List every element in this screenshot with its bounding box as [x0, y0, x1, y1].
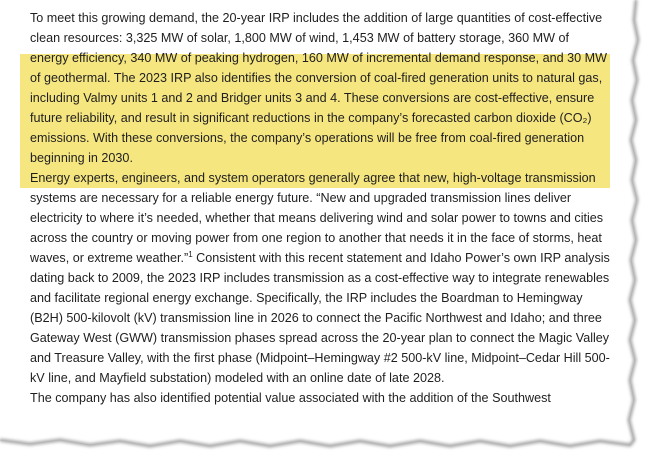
- paragraph-1-text: To meet this growing demand, the 20-year IRP includes the addition of large quantities of cost-effective clean resources: 3,325 MW of solar, 1,800 MW of wind, 1,453 MW of battery storage, 360 MW of energy efficiency, 340 MW of peaking hydrogen, 160 MW of incremental: [30, 11, 603, 65]
- paragraph-1-container: [30, 8, 610, 168]
- paragraph-3-text: The company has also identified potential value associated with the addition of the Southwest: [30, 391, 551, 405]
- paragraph-1-highlighted-text: demand response, and 30 MW of geothermal. The 2023 IRP also identifies the conversion of coal-fired generation units to natural gas, including Valmy units 1 and 2 and Bridger units 3 and 4. These conversions are cost-effective, ensure future reliability, and result in significant reductions in the company’s forecasted carbon dioxide (CO₂) emissions. With these conversions, the company’s operations will be free from coal-fired generation beginning in 2030.: [30, 51, 608, 165]
- document-body: [30, 8, 610, 408]
- paragraph-3: [30, 388, 610, 408]
- paragraph-2-text: Energy experts, engineers, and system operators generally agree that new, high-voltage transmission systems are necessary for a reliable energy future. “New and upgraded transmission lines deliver electricity to where it’s needed, whether that means delivering wind and solar power to towns and cities across the country or moving power from one region to another that needs it in the face of storms, heat waves, or extreme weather.”: [30, 171, 604, 265]
- paragraph-2-text-continued: Consistent with this recent statement and Idaho Power’s own IRP analysis dating back to 2009, the 2023 IRP includes transmission as a cost-effective way to integrate renewables and facilitate regional energy exchange. Specifically, the IRP includes the Boardman to Hemingway (B2H) 500-kilovolt (kV) transmission line in 2026 to connect the Pacific Northwest and Idaho; and three Gateway West (GWW) transmission phases spread across the 20-year plan to connect the Magic Valley and Treasure Valley, with the first phase (Midpoint–Hemingway #2 500-kV line, Midpoint–Cedar Hill 500-kV line, and Mayfield substation) modeled with an online date of late 2028.: [30, 251, 610, 385]
- footnote-marker[interactable]: 1: [188, 249, 193, 259]
- paragraph-2: [30, 168, 610, 388]
